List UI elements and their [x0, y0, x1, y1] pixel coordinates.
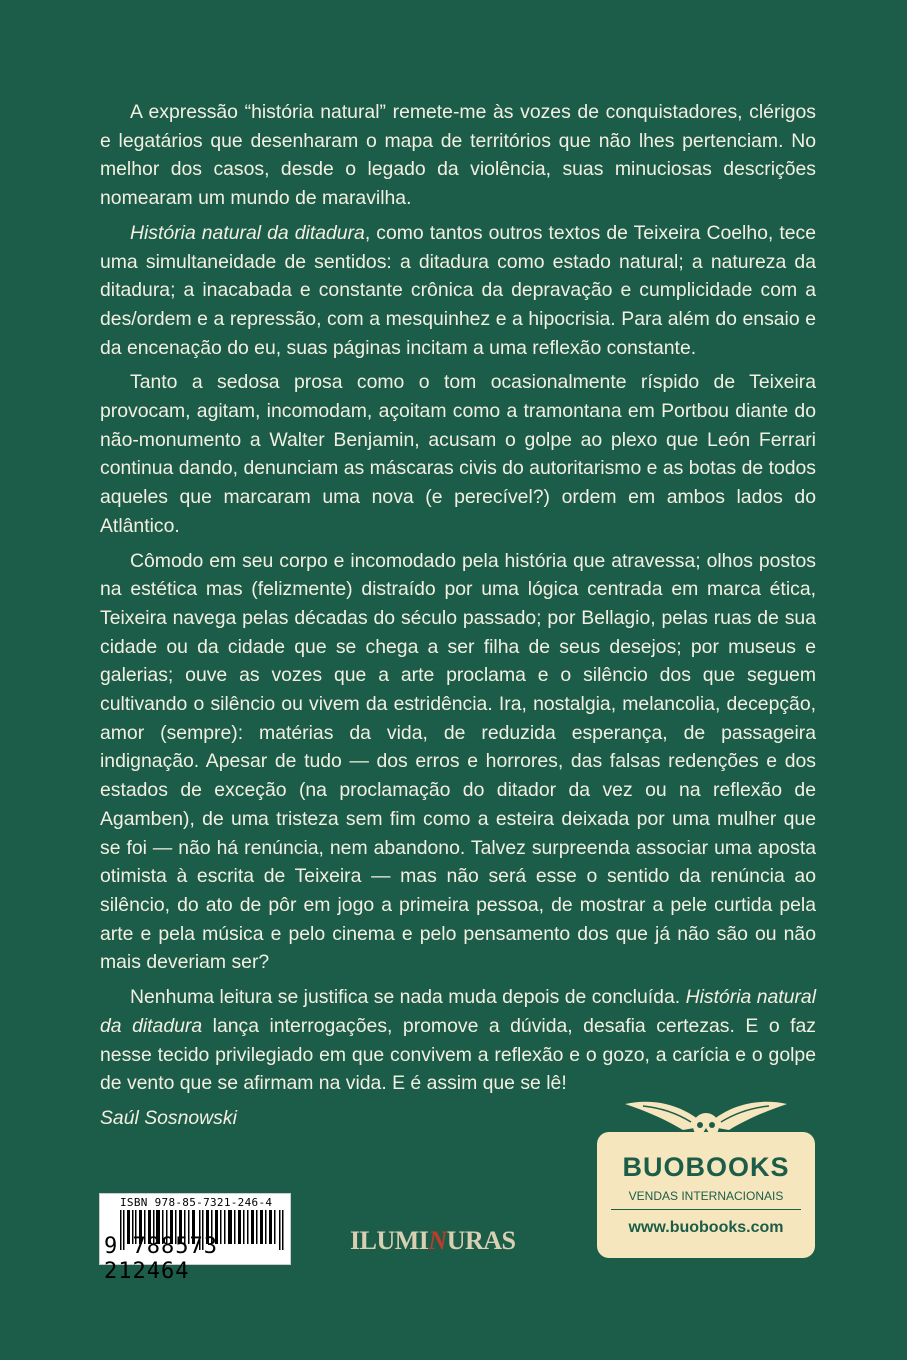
paragraph-2-text: , como tantos outros textos de Teixeira Coelho, tece uma simultaneidade de sentidos: a ditadura como estado natural; a natureza da ditadura; a inacabada e constante crônica da depravação e cumplicidade com a des/ordem e a repressão, com a mesquinhez e a hipocrisia. Para além do ensaio e da encenação do eu, suas páginas incitam a uma reflexão constante.	[100, 221, 816, 359]
isbn-label: ISBN 978-85-7321-246-4	[120, 1196, 273, 1209]
back-cover-text	[100, 98, 816, 1139]
buobooks-title: BUOBOOKS	[622, 1152, 790, 1182]
publisher-logo	[350, 1226, 515, 1256]
buobooks-subtitle: VENDAS INTERNACIONAIS	[628, 1189, 784, 1203]
buobooks-divider	[611, 1209, 801, 1210]
barcode-digits: 9 788573 212464	[104, 1234, 218, 1284]
paragraph-4	[100, 547, 816, 978]
buobooks-card	[597, 1132, 815, 1258]
publisher-logo-mark: N	[428, 1226, 447, 1255]
paragraph-5-text: lança interrogações, promove a dúvida, desafia certezas. E o faz nesse tecido privilegiado em que convivem a reflexão e o gozo, a carícia e o golpe de vento que se afirmam na vida. E é assim que se lê!	[100, 1014, 816, 1095]
publisher-logo-left: ILUMI	[350, 1226, 429, 1255]
paragraph-5-start: Nenhuma leitura se justifica se nada muda depois de concluída.	[130, 986, 686, 1009]
paragraph-4-text: Cômodo em seu corpo e incomodado pela história que atravessa; olhos postos na estética mas (felizmente) distraído por uma lógica centrada em marca ética, Teixeira navega pelas décadas do século passado; por Bellagio, pelas ruas de sua cidade ou da cidade que se chega a ser filha de seus desejos; por museus e galerias; ouve as vozes que a arte proclama e o silêncio dos que seguem cultivando o silêncio ou vivem da estridência. Ira, nostalgia, melancolia, decepção, amor (sempre): matérias da vida, de reduzida esperança, de passageira indignação. Apesar de tudo — dos erros e horrores, das falsas redenções e dos estados de exceção (na proclamação do ditador da vez ou na reflexão de Agamben), de uma tristeza sem fim como a esteira deixada por uma mulher que se foi — não há renúncia, nem abandono. Talvez surpreenda associar uma aposta otimista à escrita de Teixeira — mas não será esse o sentido da renúncia ao silêncio, do ato de pôr em jogo a primeira pessoa, de mostrar a pele curtida pela arte e pela música e pelo cinema e pelo pensamento dos que já não são ou não mais deveriam ser?	[100, 549, 816, 974]
isbn-barcode	[99, 1193, 291, 1284]
paragraph-3	[100, 368, 816, 540]
buobooks-badge	[597, 1096, 815, 1258]
book-title-italic-2: História natural da ditadura	[100, 986, 817, 1037]
buobooks-url: www.buobooks.com	[628, 1219, 784, 1236]
paragraph-1	[100, 98, 816, 213]
paragraph-2	[100, 219, 816, 363]
paragraph-1-text: A expressão “história natural” remete-me às vozes de conquistadores, clérigos e legatários que desenharam o mapa de territórios que não lhes pertenciam. No melhor dos casos, desde o legado da violência, suas minuciosas descrições nomearam um mundo de maravilha.	[100, 101, 816, 210]
signature: Saúl Sosnowski	[100, 1106, 237, 1129]
paragraph-3-text: Tanto a sedosa prosa como o tom ocasionalmente ríspido de Teixeira provocam, agitam, incomodam, açoitam como a tramontana em Portbou diante do não-monumento a Walter Benjamin, acusam o golpe ao plexo que León Ferrari continua dando, denunciam as máscaras civis do autoritarismo e as botas de todos aqueles que marcaram uma nova (e perecível?) ordem em ambos lados do Atlântico.	[100, 371, 816, 537]
paragraph-5	[100, 983, 816, 1098]
book-title-italic: História natural da ditadura	[130, 221, 365, 244]
publisher-logo-right: URAS	[446, 1226, 516, 1255]
